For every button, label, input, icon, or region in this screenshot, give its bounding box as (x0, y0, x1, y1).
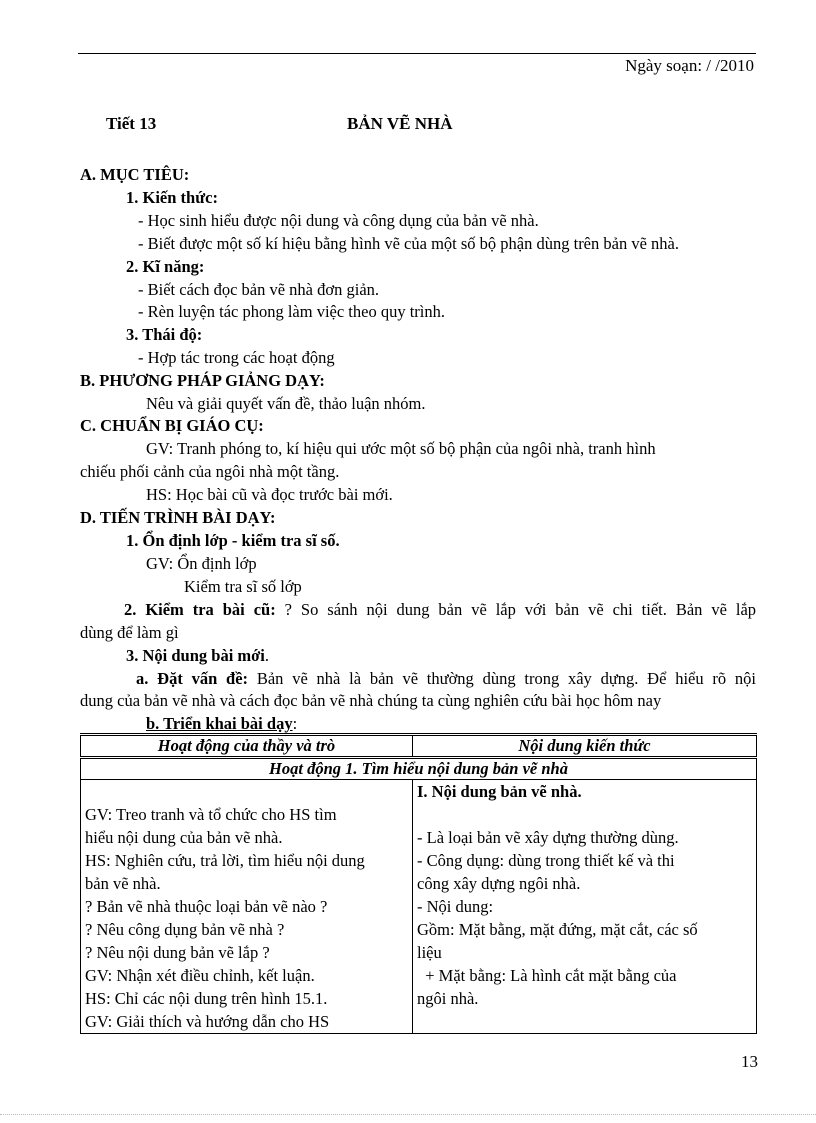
step3a-text: Bản vẽ nhà là bản vẽ thường dùng trong xây dựng. Để hiểu rõ nội (256, 669, 756, 688)
step2-text: ? So sánh nội dung bản vẽ lắp với bản vẽ chi tiết. Bản vẽ lắp (284, 600, 757, 619)
col-content: Nội dung kiến thức (413, 735, 757, 758)
skills-item: - Biết cách đọc bản vẽ nhà đơn giản. (138, 280, 380, 299)
cell-line: ? Nêu công dụng bản vẽ nhà ? (85, 920, 285, 939)
step2-line2: dùng để làm gì (80, 623, 179, 642)
cell-line: ? Bản vẽ nhà thuộc loại bản vẽ nào ? (85, 897, 328, 916)
cell-line: ngôi nhà. (417, 989, 479, 1008)
step1-check: Kiểm tra sĩ số lớp (184, 577, 302, 596)
cell-line (417, 1010, 752, 1033)
content-section-title: I. Nội dung bản vẽ nhà. (417, 782, 582, 801)
page-edge (0, 1114, 816, 1115)
teacher-student-cell (81, 780, 413, 1034)
cell-line: GV: Nhận xét điều chỉnh, kết luận. (85, 966, 315, 985)
section-c-gv-line2: chiếu phối cảnh của ngôi nhà một tầng. (80, 462, 340, 481)
cell-line: Gồm: Mặt bằng, mặt đứng, mặt cắt, các số (417, 920, 698, 939)
cell-line: công xây dựng ngôi nhà. (417, 874, 581, 893)
step1-title: 1. Ổn định lớp - kiểm tra sĩ số. (126, 531, 340, 550)
skills-title: 2. Kĩ năng: (126, 257, 205, 276)
section-d-heading: D. TIẾN TRÌNH BÀI DẠY: (80, 508, 276, 527)
lesson-plan-table (80, 733, 757, 1034)
cell-line: + Mặt bằng: Là hình cắt mặt bằng của (417, 966, 677, 985)
lesson-title: BẢN VẼ NHÀ (347, 114, 453, 133)
skills-item: - Rèn luyện tác phong làm việc theo quy trình. (138, 302, 446, 321)
cell-line: bản vẽ nhà. (85, 874, 161, 893)
table-body-row (81, 780, 757, 1034)
knowledge-item: - Học sinh hiểu được nội dung và công dụng của bản vẽ nhà. (138, 211, 539, 230)
section-a-heading: A. MỤC TIÊU: (80, 165, 190, 184)
cell-line: - Là loại bản vẽ xây dựng thường dùng. (417, 828, 679, 847)
section-c-gv-line1: GV: Tranh phóng to, kí hiệu qui ước một số bộ phận của ngôi nhà, tranh hình (146, 439, 656, 458)
step3a-line1 (80, 669, 756, 689)
cell-line: liệu (417, 943, 442, 962)
knowledge-title: 1. Kiến thức: (126, 188, 218, 207)
activity-row (81, 758, 757, 780)
step1-gv: GV: Ổn định lớp (146, 554, 257, 573)
cell-line: GV: Treo tranh và tổ chức cho HS tìm (85, 805, 337, 824)
cell-line: HS: Nghiên cứu, trả lời, tìm hiểu nội dung (85, 851, 365, 870)
step3a-line2: dung của bản vẽ nhà và cách đọc bản vẽ nhà chúng ta cùng nghiên cứu bài học hôm nay (80, 691, 662, 710)
section-b-text: Nêu và giải quyết vấn đề, thảo luận nhóm. (146, 394, 426, 413)
step3-title: 3. Nội dung bài mới. (126, 646, 270, 665)
section-c-hs: HS: Học bài cũ và đọc trước bài mới. (146, 485, 393, 504)
cell-line (85, 780, 408, 803)
lesson-number: Tiết 13 (106, 114, 157, 133)
section-c-heading: C. CHUẨN BỊ GIÁO CỤ: (80, 416, 264, 435)
cell-line (417, 803, 752, 826)
col-teacher-student: Hoạt động của thầy và trò (81, 735, 413, 758)
section-b-heading: B. PHƯƠNG PHÁP GIẢNG DẠY: (80, 371, 325, 390)
step1-title-text: 1. Ổn định lớp - kiểm tra sĩ số (126, 531, 336, 550)
step3b-title: b. Triển khai bài dạy: (146, 714, 298, 733)
cell-line: HS: Chỉ các nội dung trên hình 15.1. (85, 989, 328, 1008)
step3a-title: a. Đặt vấn đề: (136, 669, 249, 688)
step2-line1 (80, 600, 756, 620)
cell-line: GV: Giải thích và hướng dẫn cho HS (85, 1012, 330, 1031)
step3b-title-text: b. Triển khai bài dạy (146, 714, 293, 733)
table-header-row (81, 735, 757, 758)
cell-line: hiểu nội dung của bản vẽ nhà. (85, 828, 283, 847)
cell-line: - Nội dung: (417, 897, 494, 916)
cell-line: ? Nêu nội dung bản vẽ lắp ? (85, 943, 270, 962)
preparation-date: Ngày soạn: / /2010 (625, 56, 754, 75)
page-number: 13 (741, 1052, 758, 1071)
header-rule (78, 53, 756, 54)
attitude-item: - Hợp tác trong các hoạt động (138, 348, 335, 367)
content-cell (413, 780, 757, 1034)
step2-title: 2. Kiểm tra bài cũ: (124, 600, 276, 619)
activity-1-title: Hoạt động 1. Tìm hiểu nội dung bản vẽ nhà (81, 758, 757, 780)
attitude-title: 3. Thái độ: (126, 325, 203, 344)
knowledge-item: - Biết được một số kí hiệu bằng hình vẽ của một số bộ phận dùng trên bản vẽ nhà. (138, 234, 679, 253)
cell-line: - Công dụng: dùng trong thiết kế và thi (417, 851, 675, 870)
step3-title-text: 3. Nội dung bài mới (126, 646, 265, 665)
